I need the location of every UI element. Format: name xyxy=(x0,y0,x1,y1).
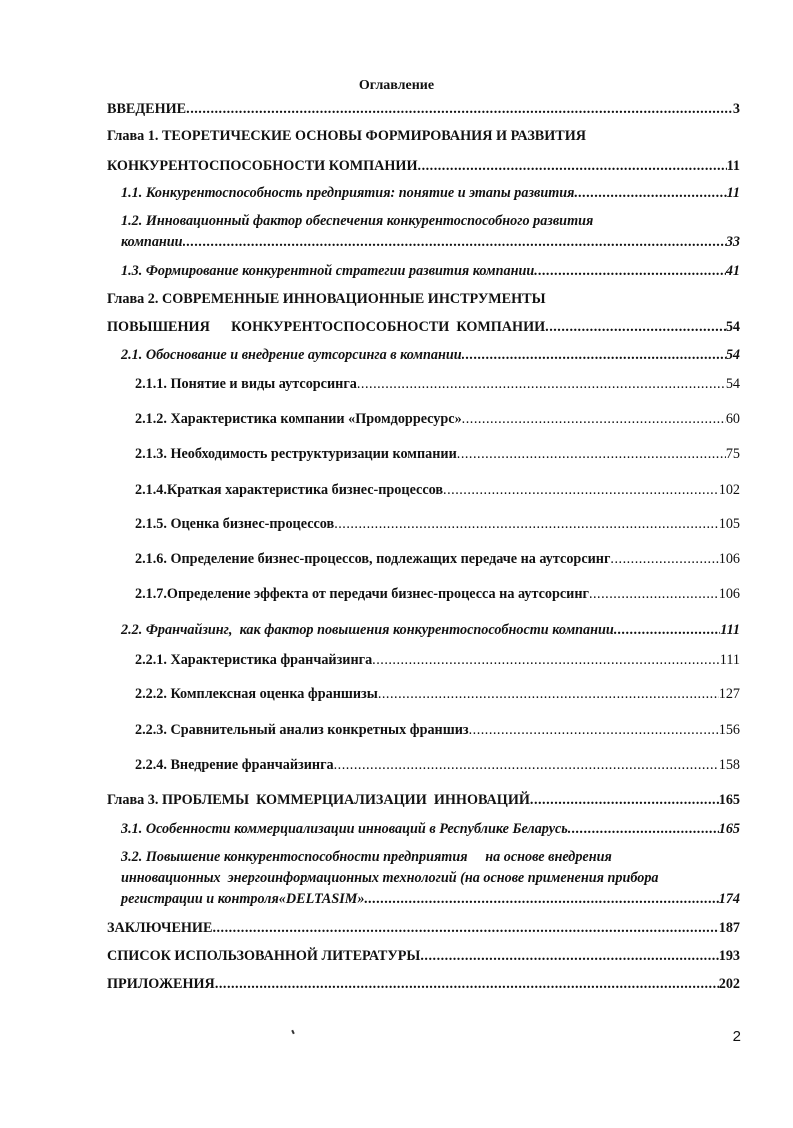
toc-entry-chapter-1: КОНКУРЕНТОСПОСОБНОСТИ КОМПАНИИ ..... 11 xyxy=(107,157,740,175)
toc-entry-2-1: 2.1. Обоснование и внедрение аутсорсинга в компании ..... 54 xyxy=(121,346,740,364)
toc-entry-chapter-3: Глава 3. ПРОБЛЕМЫ КОММЕРЦИАЛИЗАЦИИ ИННОВАЦИЙ ..... 165 xyxy=(107,791,740,809)
toc-entry-1-2: компании ..... 33 xyxy=(121,233,740,251)
toc-entry-2-1-4: 2.1.4.Краткая характеристика бизнес-процессов ..... 102 xyxy=(135,481,740,499)
toc-entry-2-2-2: 2.2.2. Комплексная оценка франшизы ..... 127 xyxy=(135,685,740,703)
toc-entry-2-2-1: 2.2.1. Характеристика франчайзинга ..... 111 xyxy=(135,651,740,669)
toc-chapter-1-heading: Глава 1. ТЕОРЕТИЧЕСКИЕ ОСНОВЫ ФОРМИРОВАНИЯ И РАЗВИТИЯ xyxy=(107,128,587,144)
toc-entry-2-1-6: 2.1.6. Определение бизнес-процессов, подлежащих передаче на аутсорсинг ..... 106 xyxy=(135,550,740,568)
toc-entry-3-2-line2: инновационных энергоинформационных технологий (на основе применения прибора xyxy=(121,870,659,886)
scan-speck xyxy=(291,1030,295,1034)
toc-entry-2-1-3: 2.1.3. Необходимость реструктуризации компании ..... 75 xyxy=(135,445,740,463)
toc-chapter-2-heading: Глава 2. СОВРЕМЕННЫЕ ИННОВАЦИОННЫЕ ИНСТРУМЕНТЫ xyxy=(107,291,546,307)
toc-entry-2-1-7: 2.1.7.Определение эффекта от передачи бизнес-процесса на аутсорсинг ..... 106 xyxy=(135,585,740,603)
toc-entry-2-1-5: 2.1.5. Оценка бизнес-процессов ..... 105 xyxy=(135,515,740,533)
toc-entry-references: СПИСОК ИСПОЛЬЗОВАННОЙ ЛИТЕРАТУРЫ ..... 193 xyxy=(107,947,740,965)
toc-entry-2-1-2: 2.1.2. Характеристика компании «Промдорресурс» ..... 60 xyxy=(135,410,740,428)
toc-entry-1-1: 1.1. Конкурентоспособность предприятия: понятие и этапы развития ..... 11 xyxy=(121,184,740,202)
toc-entry-introduction: ВВЕДЕНИЕ ..... 3 xyxy=(107,100,740,118)
toc-entry-2-2-4: 2.2.4. Внедрение франчайзинга ..... 158 xyxy=(135,756,740,774)
toc-title: Оглавление xyxy=(358,78,435,93)
toc-entry-3-1: 3.1. Особенности коммерциализации инноваций в Республике Беларусь ..... 165 xyxy=(121,820,740,838)
toc-entry-3-2: регистрации и контроля«DELTASIM» ..... 174 xyxy=(121,890,740,908)
toc-entry-2-1-1: 2.1.1. Понятие и виды аутсорсинга ..... 54 xyxy=(135,375,740,393)
toc-entry-chapter-2: ПОВЫШЕНИЯ КОНКУРЕНТОСПОСОБНОСТИ КОМПАНИИ ..... 54 xyxy=(107,318,740,336)
toc-entry-1-3: 1.3. Формирование конкурентной стратегии развития компании ..... 41 xyxy=(121,262,740,280)
toc-entry-1-2-heading: 1.2. Инновационный фактор обеспечения конкурентоспособного развития xyxy=(121,213,594,229)
toc-entry-conclusion: ЗАКЛЮЧЕНИЕ ..... 187 xyxy=(107,919,740,937)
toc-entry-3-2-line1: 3.2. Повышение конкурентоспособности предприятия на основе внедрения xyxy=(121,849,612,865)
toc-entry-appendices: ПРИЛОЖЕНИЯ ..... 202 xyxy=(107,975,740,993)
page-number: 2 xyxy=(732,1028,741,1045)
toc-entry-2-2: 2.2. Франчайзинг, как фактор повышения конкурентоспособности компании ..... 111 xyxy=(121,621,740,639)
toc-entry-2-2-3: 2.2.3. Сравнительный анализ конкретных франшиз ..... 156 xyxy=(135,721,740,739)
